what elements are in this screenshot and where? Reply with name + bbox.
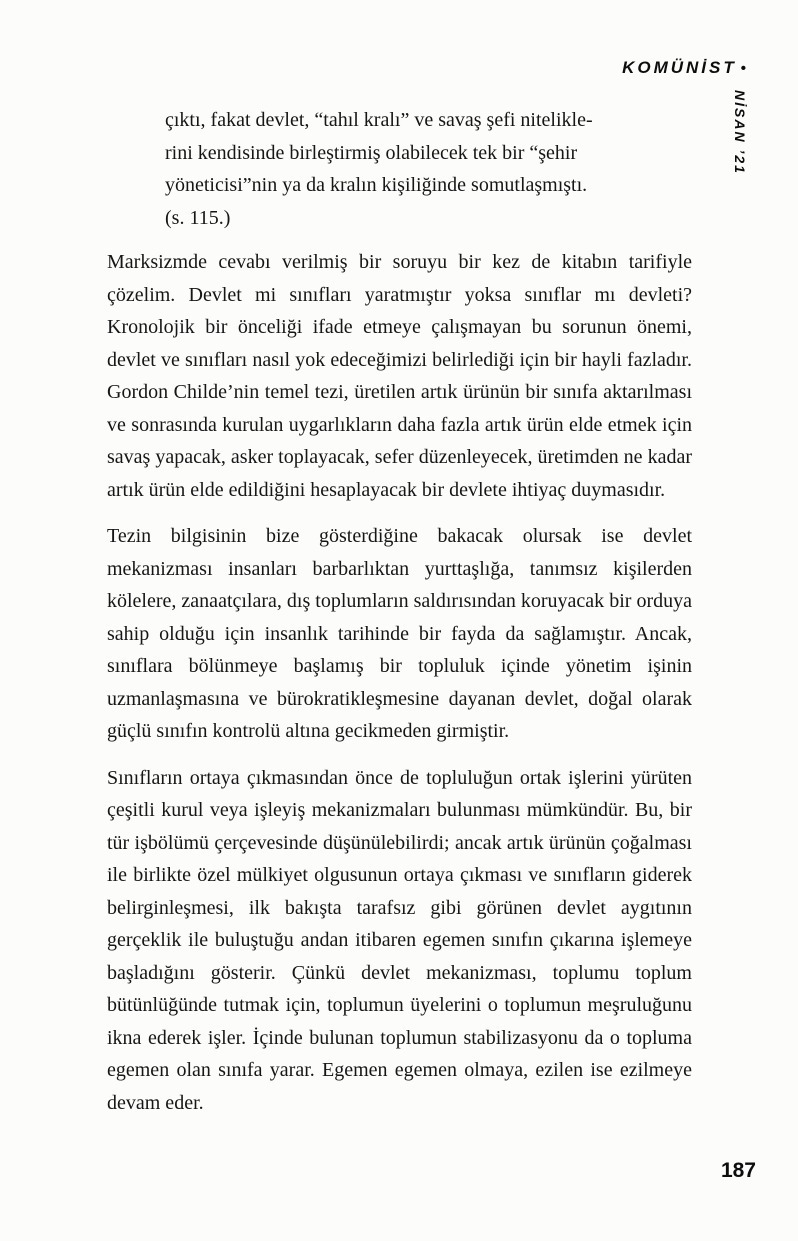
quote-line: yöneticisi”nin ya da kralın kişiliğinde somutlaşmıştı. (165, 174, 588, 196)
quote-line: çıktı, fakat devlet, “tahıl kralı” ve savaş şefi nitelikle- (165, 109, 593, 131)
paragraph: Sınıfların ortaya çıkmasından önce de topluluğun ortak işlerini yürüten çeşitli kurul veya işleyiş mekanizmaları bulunması mümkündür. Bu, bir tür işbölümü çerçevesinde düşünülebilirdi; ancak artık ürünün çoğalması ile birlikte özel mülkiyet olgusunun ortaya çıkması ve sınıfların giderek belirginleşmesi, ilk bakışta tarafsız gibi görünen devlet aygıtının gerçeklik ile buluştuğu andan itibaren egemen sınıfın çıkarına işlemeye başladığını gösterir. Çünkü devlet mekanizması, toplumu toplum bütünlüğünde tutmak için, toplumun üyelerini o toplumun meşruluğunu ikna ederek işler. İçinde bulunan toplumun stabilizasyonu da o topluma egemen olan sınıfa yarar. Egemen egemen olmaya, ezilen ise ezilmeye devam eder. (107, 766, 692, 1114)
paragraph: Tezin bilgisinin bize gösterdiğine bakacak olursak ise devlet mekanizması insanları barbarlıktan yurttaşlığa, tanımsız kişilerden kölelere, zanaatçılara, dış toplumların saldırısından koruyacak bir orduya sahip olduğu için insanlık tarihinde bir fayda da sağlamıştır. Ancak, sınıflara bölünmeye başlamış bir topluluk içinde yönetim işinin uzmanlaşmasına ve bürokratikleşmesine dayanan devlet, doğal olarak güçlü sınıfın kontrolü altına gecikmeden girmiştir. (107, 525, 692, 742)
magazine-title-text: KOMÜNİST (622, 58, 737, 77)
bullet-icon: • (740, 60, 746, 77)
page-content (107, 104, 692, 1119)
quote-line: rini kendisinde birleştirmiş olabilecek tek bir “şehir (165, 141, 578, 164)
quote-citation: (s. 115.) (165, 206, 231, 229)
page-number: 187 (720, 1159, 756, 1182)
paragraph: Marksizmde cevabı verilmiş bir soruyu bir kez de kitabın tarifiyle çözelim. Devlet mi sınıfları yaratmıştır yoksa sınıflar mı devleti? Kronolojik bir önceliği ifade etmeye çalışmayan bu sorunun önemi, devlet ve sınıfları nasıl yok edeceğimizi belirlediği için bir hayli fazladır. Gordon Childe’nin temel tezi, üretilen artık ürünün bir sınıfa aktarılması ve sonrasında kurulan uygarlıkların daha fazla artık ürün elde etmek için savaş yapacak, asker toplayacak, sefer düzenleyecek, üretimden ne kadar artık ürün elde edildiğini hesaplayacak bir devlete ihtiyaç duymasıdır. (107, 251, 692, 501)
issue-label: NİSAN ’21 (732, 90, 748, 175)
magazine-title (622, 58, 746, 78)
block-quote (165, 104, 655, 234)
